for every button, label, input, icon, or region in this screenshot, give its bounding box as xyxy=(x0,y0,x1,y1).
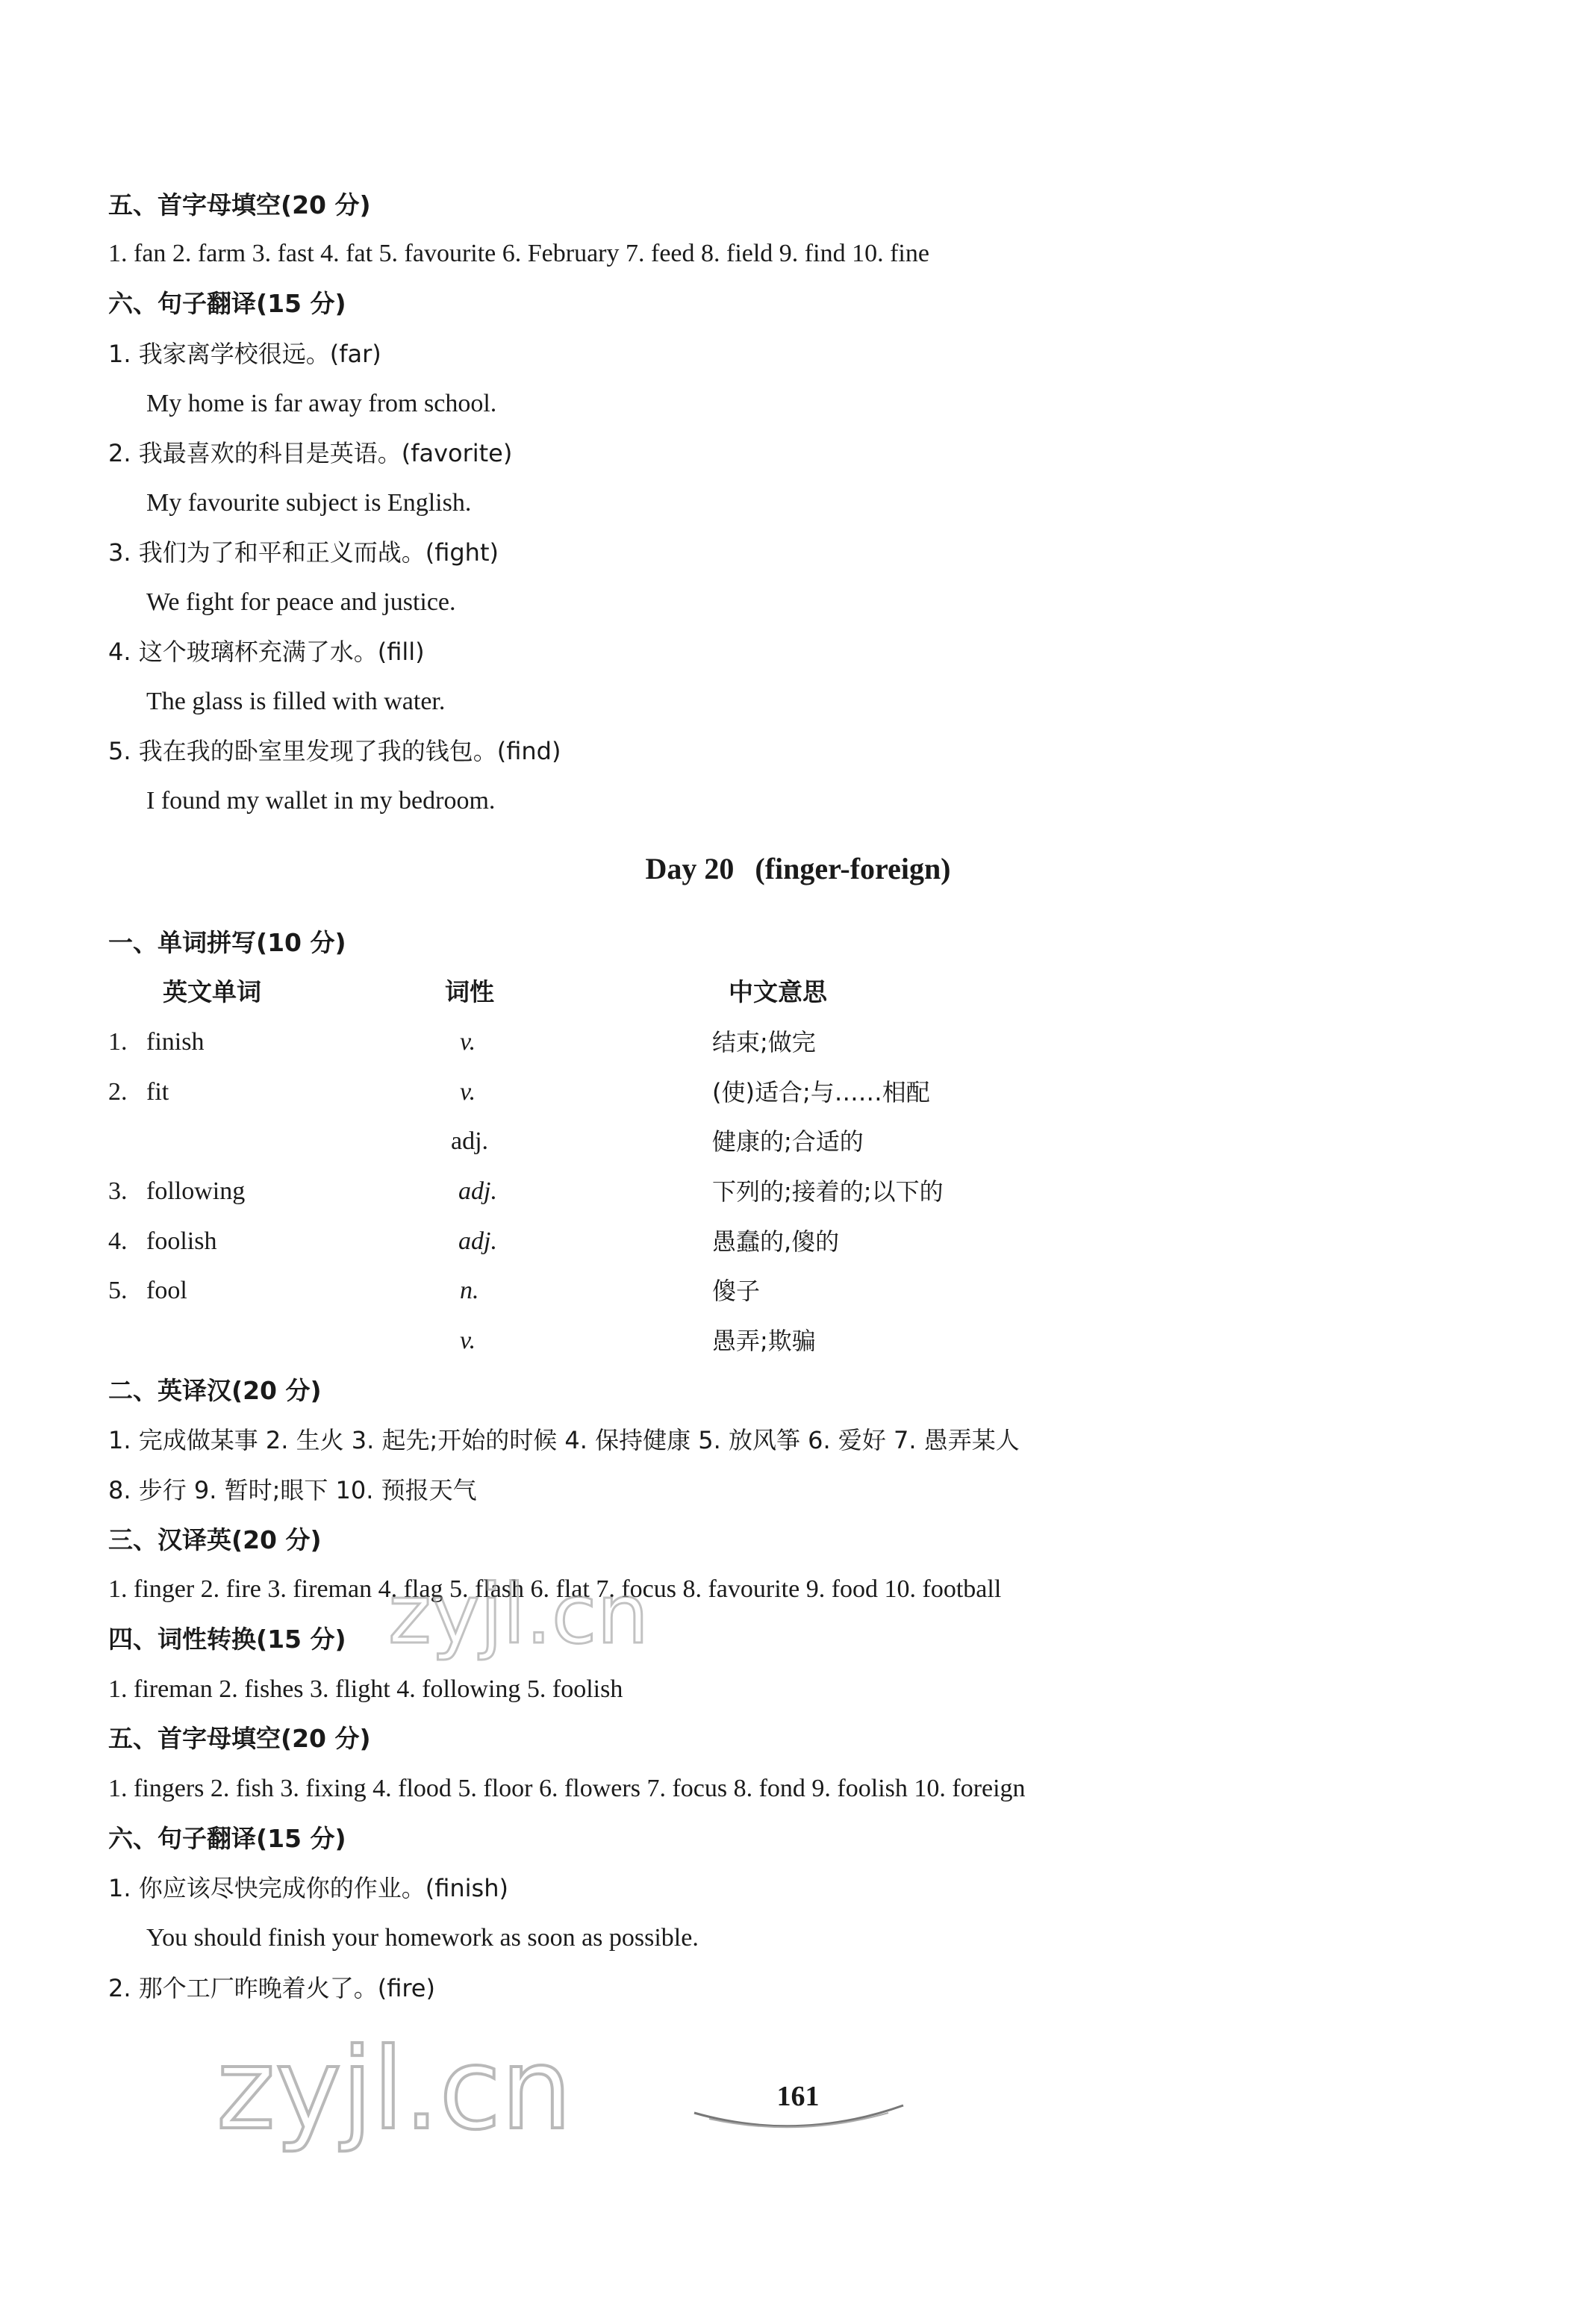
question-3: 3. 我们为了和平和正义而战。(fight) xyxy=(108,538,499,567)
row-pos: v. xyxy=(460,1028,476,1056)
row-number: 5. xyxy=(108,1277,128,1304)
day-number: Day 20 xyxy=(645,852,735,885)
row-number: 4. xyxy=(108,1227,128,1255)
page-number: 161 xyxy=(776,2081,820,2112)
answer-3: We fight for peace and justice. xyxy=(146,588,456,616)
answer-1: My home is far away from school. xyxy=(146,390,497,417)
answers-cn-to-en: 1. finger 2. fire 3. fireman 4. flag 5. flash 6. flat 7. focus 8. favourite 9. food 10. football xyxy=(108,1575,1002,1603)
row-pos: adj. xyxy=(451,1127,489,1155)
row-word: foolish xyxy=(146,1227,217,1255)
column-header-meaning: 中文意思 xyxy=(729,977,827,1006)
answers-en-to-cn-line1: 1. 完成做某事 2. 生火 3. 起先;开始的时候 4. 保持健康 5. 放风筝 6. 爱好 7. 愚弄某人 xyxy=(108,1426,1020,1454)
question-4: 4. 这个玻璃杯充满了水。(fill) xyxy=(108,638,425,666)
row-meaning: (使)适合;与……相配 xyxy=(712,1078,930,1106)
row-word: following xyxy=(146,1177,246,1205)
day-word-range: (finger-foreign) xyxy=(755,852,951,885)
section-heading-en-to-cn: 二、英译汉(20 分) xyxy=(108,1376,322,1405)
row-word: fit xyxy=(146,1078,169,1106)
svg-text:zyjl.cn: zyjl.cn xyxy=(216,2025,573,2155)
row-meaning: 傻子 xyxy=(712,1277,761,1305)
question-5: 5. 我在我的卧室里发现了我的钱包。(find) xyxy=(108,737,561,765)
svg-text:zyjl.cn: zyjl.cn xyxy=(388,1566,649,1662)
row-pos: adj. xyxy=(458,1177,497,1205)
answers-en-to-cn-line2: 8. 步行 9. 暂时;眼下 10. 预报天气 xyxy=(108,1476,477,1504)
question-1: 1. 你应该尽快完成你的作业。(finish) xyxy=(108,1874,508,1902)
section-heading-cn-to-en: 三、汉译英(20 分) xyxy=(108,1525,322,1554)
row-meaning: 健康的;合适的 xyxy=(712,1127,864,1156)
question-2: 2. 那个工厂昨晚着火了。(fire) xyxy=(108,1974,435,2002)
section-heading-translation: 六、句子翻译(15 分) xyxy=(108,289,346,318)
row-pos: n. xyxy=(460,1277,479,1304)
row-pos: adj. xyxy=(458,1227,497,1255)
section-heading-translation: 六、句子翻译(15 分) xyxy=(108,1824,346,1853)
column-header-pos: 词性 xyxy=(445,977,494,1006)
row-pos: v. xyxy=(460,1327,476,1354)
answer-2: My favourite subject is English. xyxy=(146,489,472,517)
row-word: fool xyxy=(146,1277,187,1304)
answers-fill-letters: 1. fingers 2. fish 3. fixing 4. flood 5. floor 6. flowers 7. focus 8. fond 9. foolish 10. foreign xyxy=(108,1775,1026,1802)
row-word: finish xyxy=(146,1028,205,1056)
watermark-logo xyxy=(388,1560,649,1665)
answers-fill-letters: 1. fan 2. farm 3. fast 4. fat 5. favourite 6. February 7. feed 8. field 9. find 10. fine xyxy=(108,240,929,267)
column-header-word: 英文单词 xyxy=(163,977,261,1006)
day-title xyxy=(0,851,1596,886)
row-pos: v. xyxy=(460,1078,476,1106)
row-meaning: 下列的;接着的;以下的 xyxy=(712,1177,944,1206)
question-1: 1. 我家离学校很远。(far) xyxy=(108,340,381,368)
row-number: 3. xyxy=(108,1177,128,1205)
answer-1: You should finish your homework as soon as possible. xyxy=(146,1924,699,1952)
row-meaning: 愚弄;欺骗 xyxy=(712,1327,816,1355)
row-number: 2. xyxy=(108,1078,128,1106)
section-heading-fill-letters: 五、首字母填空(20 分) xyxy=(108,1724,371,1753)
row-meaning: 结束;做完 xyxy=(712,1028,816,1056)
answer-4: The glass is filled with water. xyxy=(146,688,446,715)
row-number: 1. xyxy=(108,1028,128,1056)
row-meaning: 愚蠢的,傻的 xyxy=(712,1227,840,1256)
answer-5: I found my wallet in my bedroom. xyxy=(146,787,496,815)
section-heading-spelling: 一、单词拼写(10 分) xyxy=(108,928,346,957)
section-heading-fill-letters: 五、首字母填空(20 分) xyxy=(108,190,371,219)
section-heading-word-forms: 四、词性转换(15 分) xyxy=(108,1625,346,1654)
answers-word-forms: 1. fireman 2. fishes 3. flight 4. following 5. foolish xyxy=(108,1675,623,1703)
question-2: 2. 我最喜欢的科目是英语。(favorite) xyxy=(108,439,513,467)
